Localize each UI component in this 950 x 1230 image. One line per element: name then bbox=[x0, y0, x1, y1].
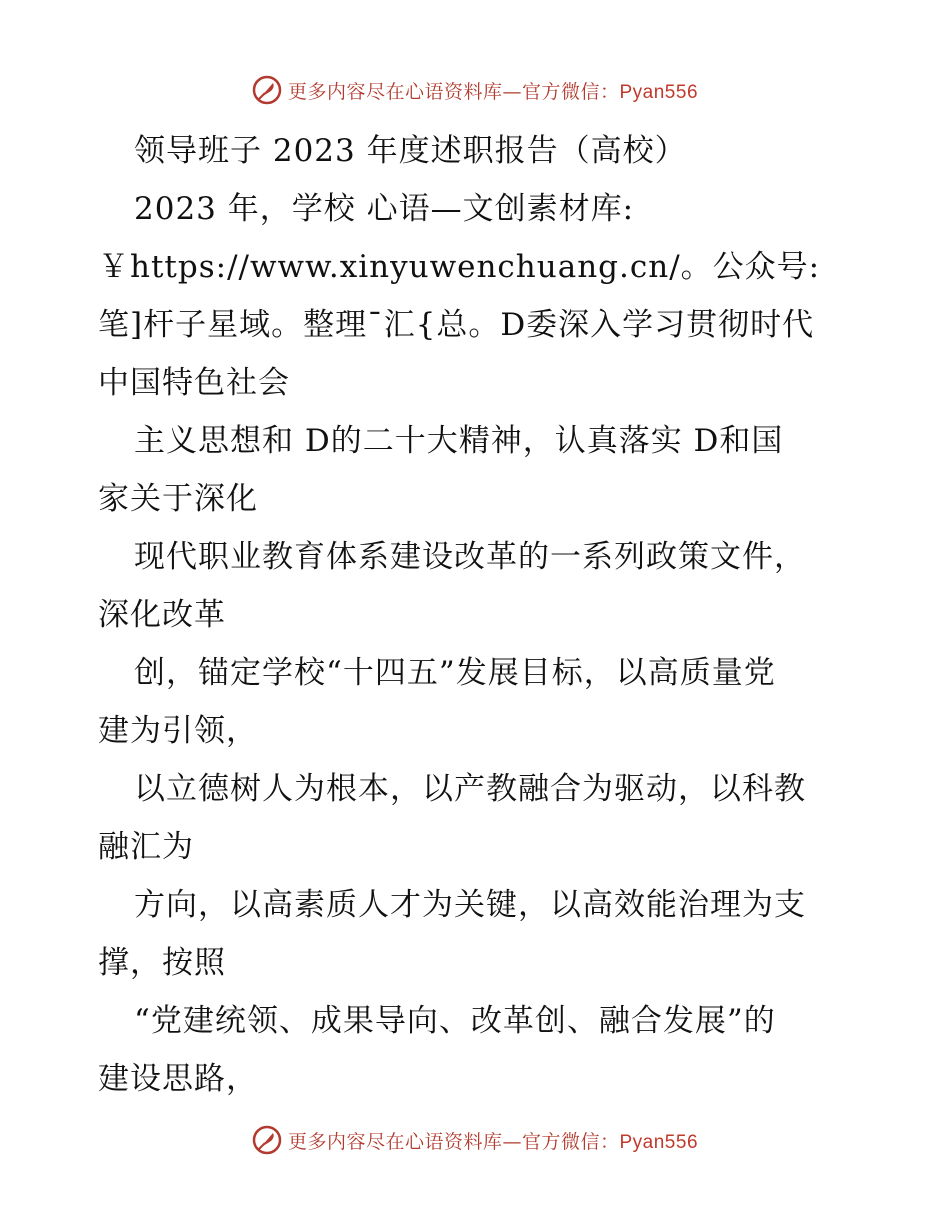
text-line: 家关于深化 bbox=[98, 481, 258, 517]
feather-pen-circle-icon bbox=[252, 1125, 282, 1155]
text-line: 中国特色社会 bbox=[98, 365, 290, 401]
document-body bbox=[98, 122, 858, 1108]
text-line: 深化改革 bbox=[98, 597, 226, 633]
text-line: ￥https://www.xinyuwenchuang.cn/。公众号: bbox=[98, 249, 821, 285]
banner-text: 更多内容尽在心语资料库—官方微信：Pyan556 bbox=[287, 1130, 699, 1153]
footer-banner bbox=[0, 1120, 950, 1160]
wechat-id: Pyan556 bbox=[619, 81, 699, 103]
text-line: 现代职业教育体系建设改革的一系列政策文件， bbox=[134, 539, 806, 575]
header-banner bbox=[0, 70, 950, 110]
document-title: 领导班子 2023 年度述职报告（高校） bbox=[134, 133, 687, 169]
text-line: “党建统领、成果导向、改革创、融合发展”的 bbox=[134, 1003, 776, 1039]
wechat-id: Pyan556 bbox=[619, 1131, 699, 1153]
text-line: 笔]杆子星域。整理¯汇{总。D委深入学习贯彻时代 bbox=[98, 307, 815, 343]
banner-text: 更多内容尽在心语资料库—官方微信：Pyan556 bbox=[287, 80, 699, 103]
text-line: 主义思想和 D的二十大精神，认真落实 D和国 bbox=[134, 423, 784, 459]
text-line: 建为引领， bbox=[98, 713, 258, 749]
text-line: 融汇为 bbox=[98, 829, 194, 865]
text-line: 建设思路， bbox=[98, 1061, 258, 1097]
text-line: 创，锚定学校“十四五”发展目标，以高质量党 bbox=[134, 655, 776, 691]
text-line: 撑，按照 bbox=[98, 945, 226, 981]
feather-pen-circle-icon bbox=[252, 75, 282, 105]
text-line: 2023 年，学校 心语—文创素材库: bbox=[134, 191, 635, 227]
text-line: 方向，以高素质人才为关键，以高效能治理为支 bbox=[134, 887, 806, 923]
text-line: 以立德树人为根本，以产教融合为驱动，以科教 bbox=[134, 771, 806, 807]
